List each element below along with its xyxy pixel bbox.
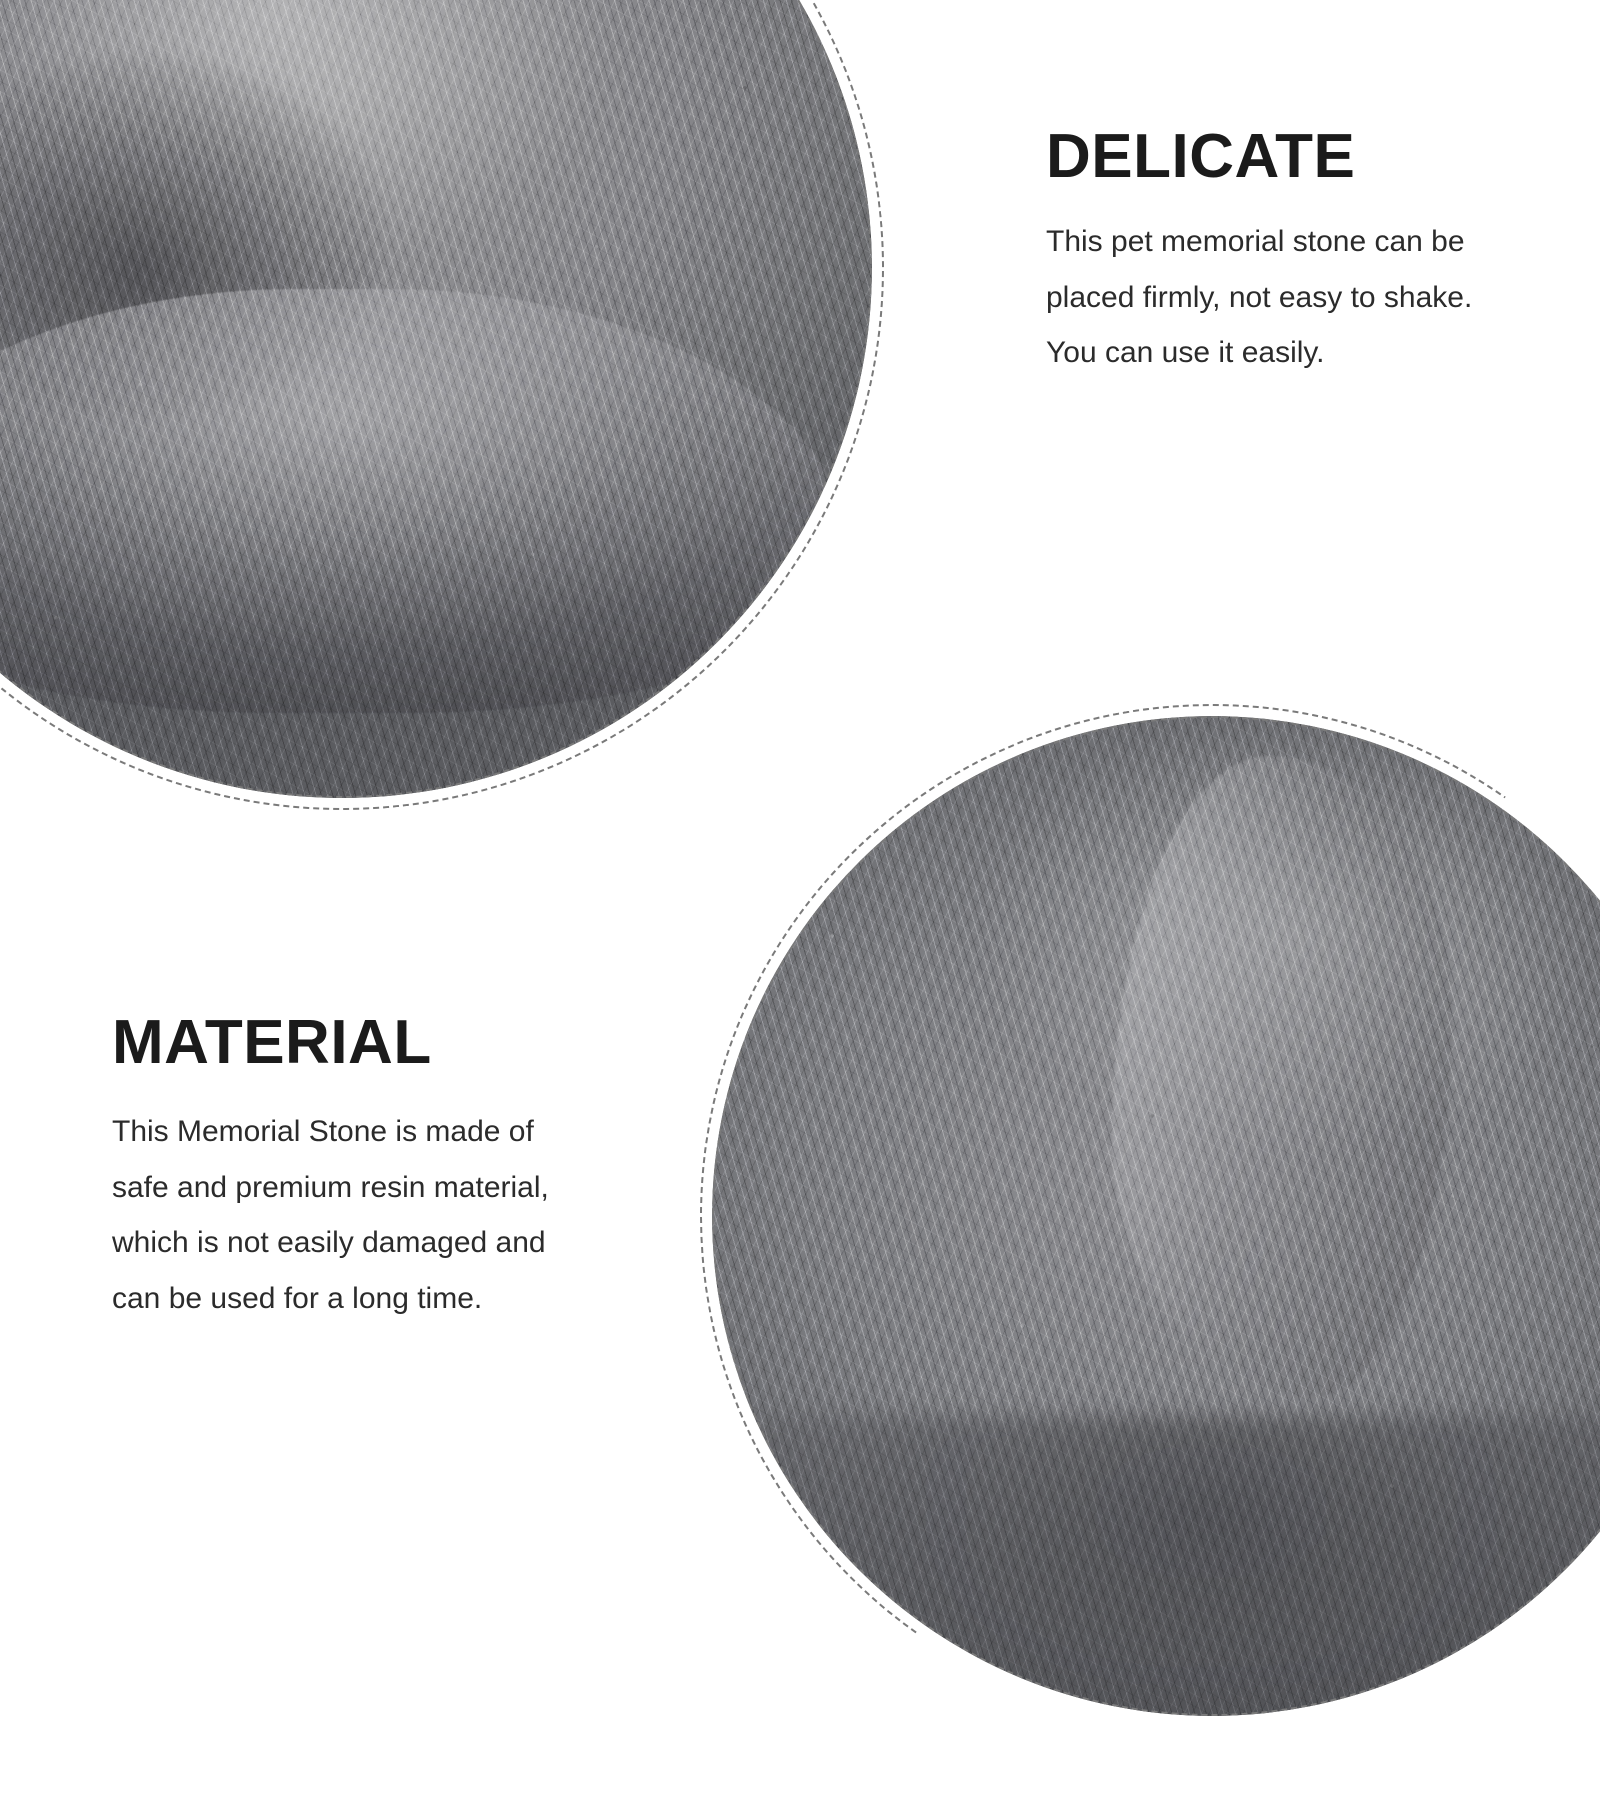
feature-heading-delicate: DELICATE bbox=[1046, 122, 1356, 191]
feature-block-delicate bbox=[1046, 122, 1524, 381]
feature-body-delicate: This pet memorial stone can be placed firmly, not easy to shake. You can use it easily. bbox=[1046, 225, 1473, 369]
feature-block-material bbox=[112, 1008, 592, 1326]
feature-heading-material: MATERIAL bbox=[112, 1008, 432, 1077]
product-photo-delicate bbox=[0, 0, 872, 798]
stone-bottom-shadow bbox=[712, 1416, 1600, 1716]
feature-body-material: This Memorial Stone is made of safe and premium resin material, which is not easily damaged and can be used for a long time. bbox=[112, 1115, 549, 1315]
stone-speckle-texture bbox=[0, 0, 872, 798]
stone-image-bottom bbox=[712, 716, 1600, 1716]
product-photo-material bbox=[712, 716, 1600, 1716]
stone-image-top bbox=[0, 0, 872, 798]
